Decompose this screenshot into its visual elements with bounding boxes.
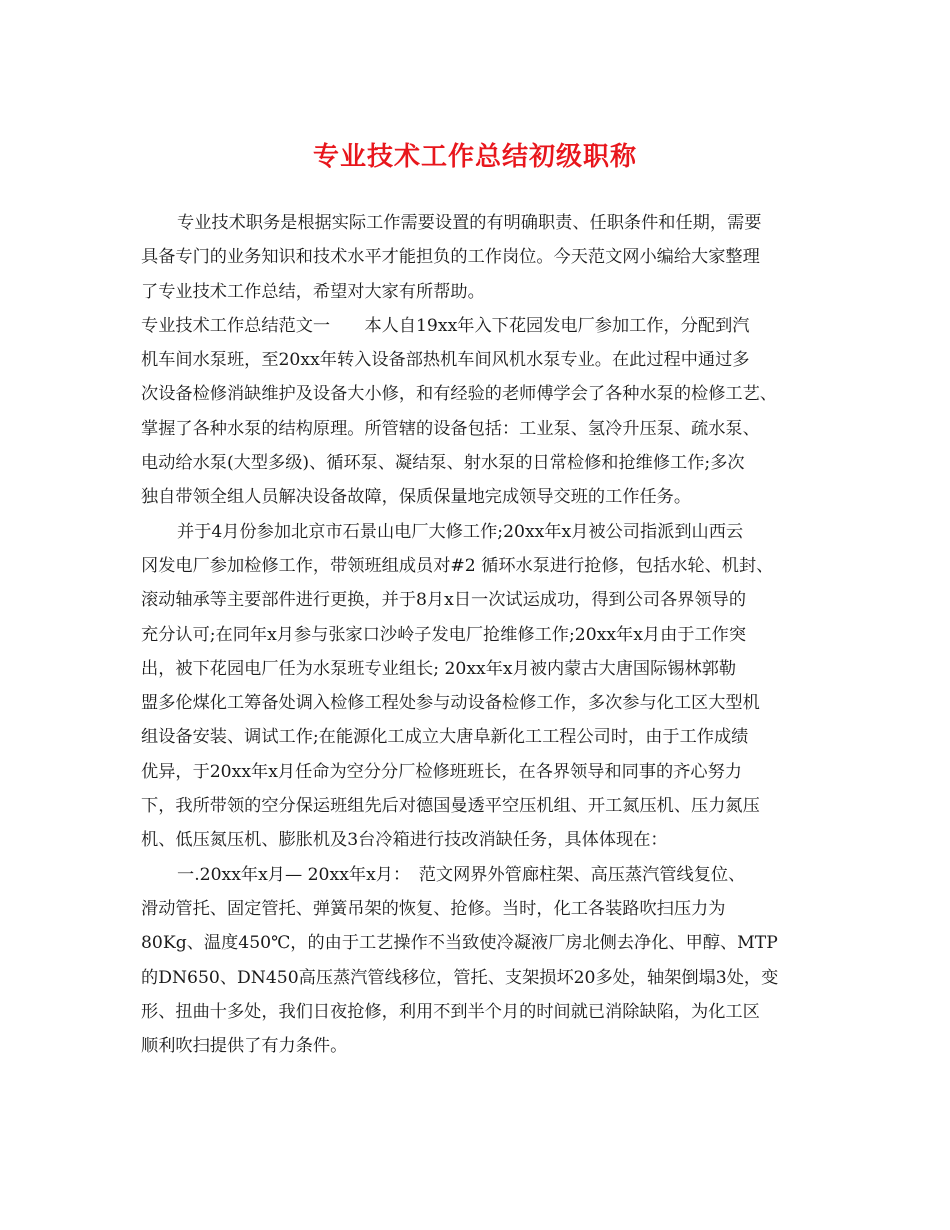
text-line: 滑动管托、固定管托、弹簧吊架的恢复、抢修。当时，化工各装路吹扫压力为 xyxy=(141,898,726,919)
text-line: 具备专门的业务知识和技术水平才能担负的工作岗位。今天范文网小编给大家整理 xyxy=(141,247,760,268)
text-line: 冈发电厂参加检修工作，带领班组成员对#2 循环水泵进行抢修，包括水轮、机封、 xyxy=(141,555,774,576)
document-body xyxy=(141,206,831,1063)
text-line: 掌握了各种水泵的结构原理。所管辖的设备包括：工业泵、氢冷升压泵、疏水泵、 xyxy=(141,418,760,439)
text-line: 80Kg、温度450℃，的由于工艺操作不当致使冷凝液厂房北侧去净化、甲醇、MTP xyxy=(141,933,778,954)
text-line: 专业技术工作总结范文一 本人自19xx年入下花园发电厂参加工作，分配到汽 xyxy=(141,315,750,336)
text-line: 出，被下花园电厂任为水泵班专业组长; 20xx年x月被内蒙古大唐国际锡林郭勒 xyxy=(141,658,737,679)
text-line: 优异，于20xx年x月任命为空分分厂检修班班长，在各界领导和同事的齐心努力 xyxy=(141,761,742,782)
text-line: 机车间水泵班，至20xx年转入设备部热机车间风机水泵专业。在此过程中通过多 xyxy=(141,350,750,371)
text-line: 独自带领全组人员解决设备故障，保质保量地完成领导交班的工作任务。 xyxy=(141,487,692,508)
text-line: 专业技术职务是根据实际工作需要设置的有明确职责、任职条件和任期，需要 xyxy=(177,213,762,233)
text-line: 滚动轴承等主要部件进行更换，并于8月x日一次试运成功，得到公司各界领导的 xyxy=(141,590,747,611)
document-title: 专业技术工作总结初级职称 xyxy=(312,142,637,172)
text-line: 了专业技术工作总结，希望对大家有所帮助。 xyxy=(141,281,485,302)
text-line: 并于4月份参加北京市石景山电厂大修工作;20xx年x月被公司指派到山西云 xyxy=(177,521,744,542)
text-line: 顺利吹扫提供了有力条件。 xyxy=(141,1036,348,1057)
text-line: 盟多伦煤化工筹备处调入检修工程处参与动设备检修工作，多次参与化工区大型机 xyxy=(141,693,760,714)
text-line: 形、扭曲十多处，我们日夜抢修，利用不到半个月的时间就已消除缺陷，为化工区 xyxy=(141,1001,760,1022)
text-line: 组设备安装、调试工作;在能源化工成立大唐阜新化工工程公司时，由于工作成绩 xyxy=(141,727,749,748)
text-line: 的DN650、DN450高压蒸汽管线移位，管托、支架损坏20多处，轴架倒塌3处，变 xyxy=(141,967,779,988)
text-line: 次设备检修消缺维护及设备大小修，和有经验的老师傅学会了各种水泵的检修工艺、 xyxy=(141,384,777,405)
text-line: 电动给水泵(大型多级)、循环泵、凝结泵、射水泵的日常检修和抢维修工作;多次 xyxy=(141,453,745,474)
text-line: 机、低压氮压机、膨胀机及3台冷箱进行技改消缺任务，具体体现在： xyxy=(141,830,668,851)
text-line: 充分认可;在同年x月参与张家口沙岭子发电厂抢维修工作;20xx年x月由于工作突 xyxy=(141,624,747,645)
text-line: 一.20xx年x月— 20xx年x月： 范文网界外管廊柱架、高压蒸汽管线复位、 xyxy=(177,864,746,885)
text-line: 下，我所带领的空分保运班组先后对德国曼透平空压机组、开工氮压机、压力氮压 xyxy=(141,796,760,817)
